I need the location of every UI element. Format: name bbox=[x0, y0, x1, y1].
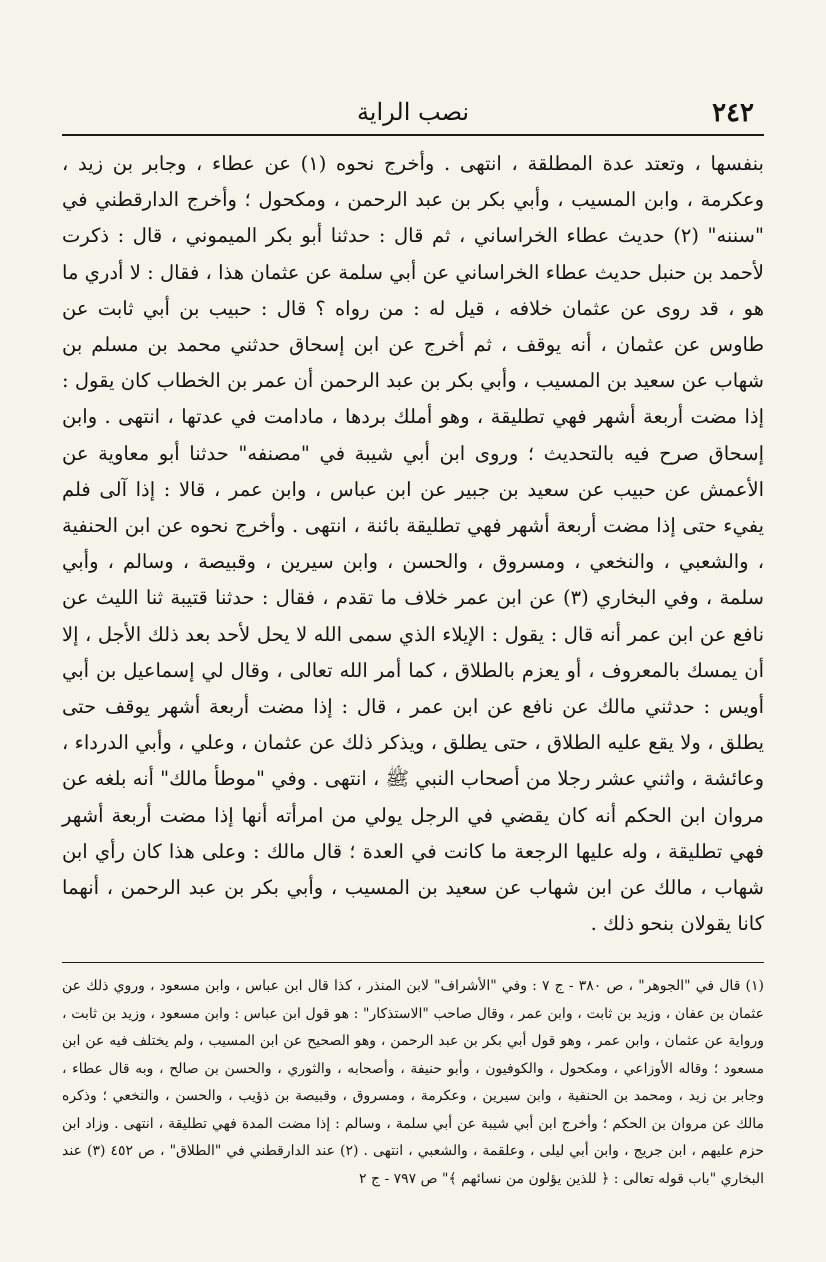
header-rule bbox=[62, 134, 764, 136]
main-text bbox=[62, 146, 764, 942]
footnotes bbox=[62, 973, 764, 1193]
page-header bbox=[62, 88, 764, 128]
running-title: نصب الراية bbox=[356, 98, 470, 126]
footnote-divider bbox=[62, 962, 764, 963]
page-number: ٢٤٢ bbox=[712, 98, 754, 128]
footnote-text: (١) قال في "الجوهر" ، ص ٣٨٠ - ج ٧ : وفي "الأشراف" لابن المنذر ، كذا قال ابن عباس ، وابن مسعود ، وروي ذلك عن عثمان بن عفان ، وزيد بن ثابت ، وابن عمر ، وقال صاحب "الاستذكار" : هو قول ابن عباس : وابن مسعود ، وزيد بن ثابت ، ورواية عن عثمان ، وابن عمر ، وهو قول أبي بكر بن عبد الرحمن ، وهو الصحيح عن ابن المسيب ، ولم يختلف فيه عن ابن مسعود ؛ وقاله الأوزاعي ، ومكحول ، والكوفيون ، وأبو حنيفة ، وأصحابه ، والثوري ، والحسن بن صالح ، وبه قال عطاء ، وجابر بن زيد ، ومحمد بن الحنفية ، وابن سيرين ، وعكرمة ، ومسروق ، وقبيصة بن ذؤيب ، والحسن ، والنخعي ؛ وذكره مالك عن مروان بن الحكم ؛ وأخرج ابن أبي شيبة عن أبي سلمة ، وسالم : إذا مضت المدة فهي تطليقة ، انتهى . وزاد ابن حزم عليهم ، ابن جريج ، وابن أبي ليلى ، وعلقمة ، والشعبي ، انتهى . (٢) عند الدارقطني في "الطلاق" ، ص ٤٥٢ (٣) عند البخاري "باب قوله تعالى : ﴿ للذين يؤلون من نسائهم ﴾" ص ٧٩٧ - ج ٢ bbox=[62, 978, 765, 1187]
main-paragraph: بنفسها ، وتعتد عدة المطلقة ، انتهى . وأخرج نحوه (١) عن عطاء ، وجابر بن زيد ، وعكرمة ، وابن المسيب ، وأبي بكر بن عبد الرحمن ، ومكحول ؛ وأخرج الدارقطني في "سننه" (٢) حديث عطاء الخراساني ، ثم قال : حدثنا أبو بكر الميموني ، قال : ذكرت لأحمد بن حنبل حديث عطاء الخراساني عن أبي سلمة عن عثمان هذا ، فقال : لا أدري ما هو ، قد روى عن عثمان خلافه ، قيل له : من رواه ؟ قال : حبيب بن أبي ثابت عن طاوس عن عثمان ، أنه يوقف ، ثم أخرج عن ابن إسحاق حدثني محمد بن مسلم بن شهاب عن سعيد بن المسيب ، وأبي بكر بن عبد الرحمن أن عمر بن الخطاب كان يقول : إذا مضت أربعة أشهر فهي تطليقة ، وهو أملك بردها ، مادامت في عدتها ، انتهى . وابن إسحاق صرح فيه بالتحديث ؛ وروى ابن أبي شيبة في "مصنفه" حدثنا أبو معاوية عن الأعمش عن حبيب عن سعيد بن جبير عن ابن عباس ، وابن عمر ، قالا : إذا آلى فلم يفيء حتى إذا مضت أربعة أشهر فهي تطليقة بائنة ، انتهى . وأخرج نحوه عن ابن الحنفية ، والشعبي ، والنخعي ، ومسروق ، والحسن ، وابن سيرين ، وقبيصة ، وسالم ، وأبي سلمة ، وفي البخاري (٣) عن ابن عمر خلاف ما تقدم ، فقال : حدثنا قتيبة ثنا الليث عن نافع عن ابن عمر أنه قال : يقول : الإيلاء الذي سمى الله لا يحل لأحد بعد ذلك الأجل ، إلا أن يمسك بالمعروف ، أو يعزم بالطلاق ، كما أمر الله تعالى ، وقال لي إسماعيل بن أبي أويس : حدثني مالك عن نافع عن ابن عمر ، قال : إذا مضت أربعة أشهر يوقف حتى يطلق ، ولا يقع عليه الطلاق ، حتى يطلق ، ويذكر ذلك عن عثمان ، وعلي ، وأبي الدرداء ، وعائشة ، واثني عشر رجلا من أصحاب النبي ﷺ ، انتهى . وفي "موطأ مالك" أنه بلغه عن مروان ابن الحكم أنه كان يقضي في الرجل يولي من امرأته أنها إذا مضت أربعة أشهر فهي تطليقة ، وله عليها الرجعة ما كانت في العدة ؛ قال مالك : وعلى هذا كان رأي ابن شهاب ، مالك عن ابن شهاب عن سعيد بن المسيب ، وأبي بكر بن عبد الرحمن ، أنهما كانا يقولان بنحو ذلك . bbox=[62, 152, 764, 936]
